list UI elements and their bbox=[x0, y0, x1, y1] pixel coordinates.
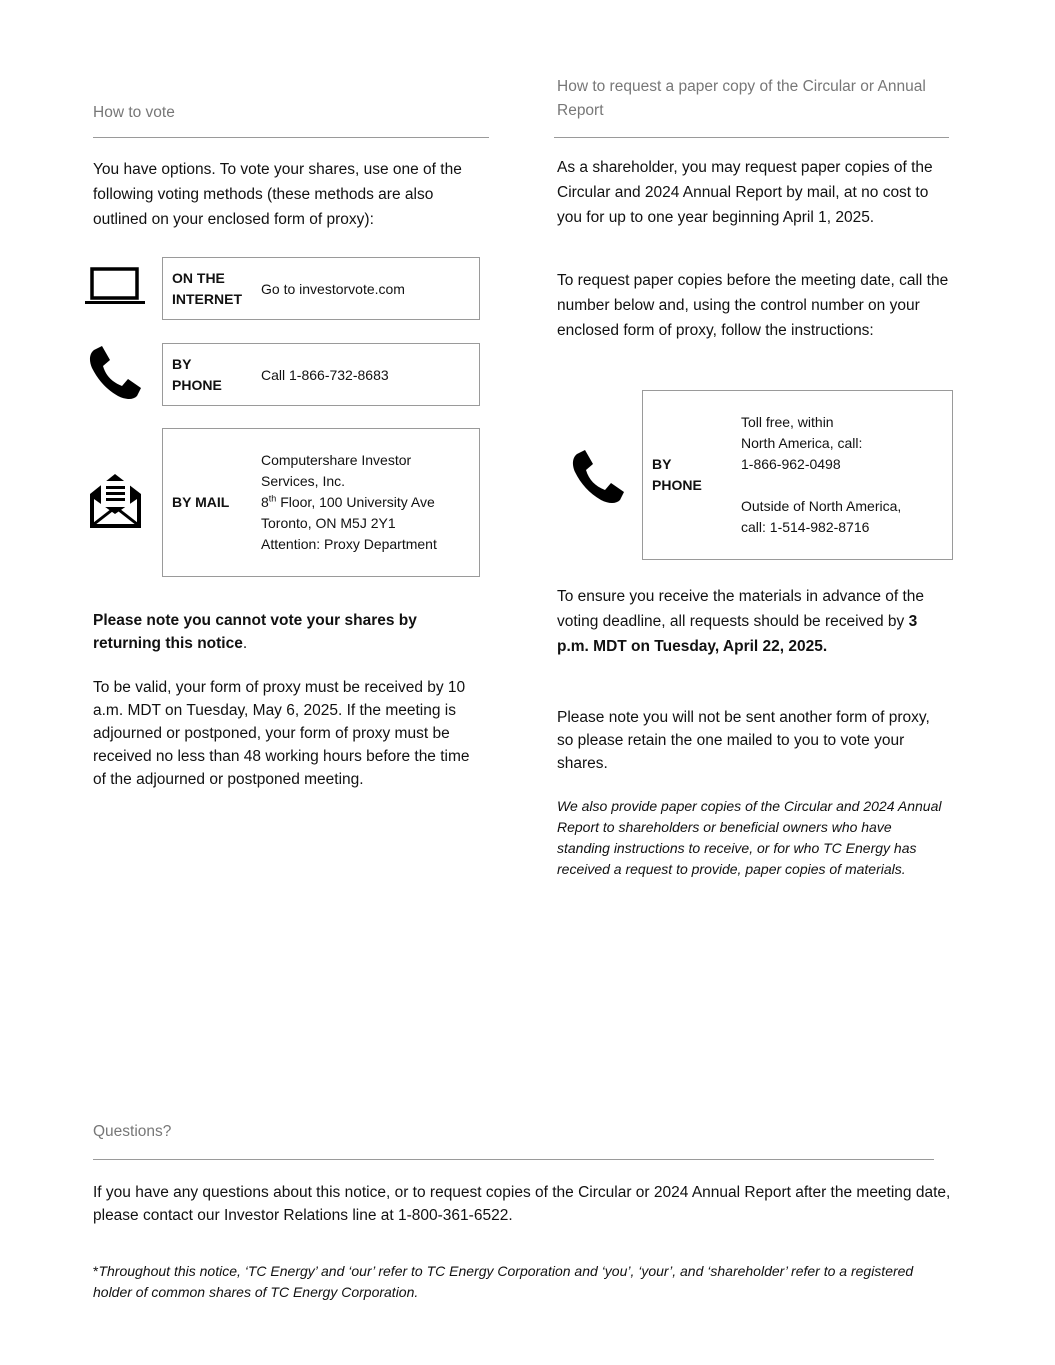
floor-number: 8 bbox=[261, 494, 269, 510]
divider bbox=[554, 137, 949, 138]
deadline-para bbox=[557, 584, 949, 659]
address-line: Attention: Proxy Department bbox=[261, 536, 437, 552]
divider bbox=[93, 137, 489, 138]
deadline-text: To ensure you receive the materials in advance of the voting deadline, all requests should be received by bbox=[557, 588, 925, 630]
questions-title: Questions? bbox=[93, 1123, 172, 1140]
note-end: . bbox=[242, 635, 248, 652]
footnote bbox=[93, 1261, 923, 1303]
envelope-icon bbox=[88, 472, 143, 530]
vote-phone-box bbox=[162, 343, 480, 406]
phone-icon bbox=[571, 450, 625, 504]
paper-copy-para2: To request paper copies before the meeting date, call the number below and, using the control number on your enclosed form of proxy, follow the instructions: bbox=[557, 272, 949, 339]
vote-phone-number: Call 1-866-732-8683 bbox=[261, 367, 389, 383]
address-line: Computershare Investor bbox=[261, 452, 412, 468]
phone-numbers bbox=[741, 412, 901, 538]
investorvote-link[interactable]: Go to investorvote.com bbox=[261, 281, 405, 297]
paper-copy-para1: As a shareholder, you may request paper copies of the Circular and 2024 Annual Report by mail, at no cost to you for up to one year beginning April 1, 2025. bbox=[557, 159, 933, 226]
method-label: ON THE INTERNET bbox=[172, 270, 242, 307]
mail-address bbox=[261, 450, 437, 555]
vote-mail-box bbox=[162, 428, 480, 577]
address-line: Services, Inc. bbox=[261, 473, 346, 489]
method-label: BY MAIL bbox=[172, 494, 230, 510]
cannot-vote-note bbox=[93, 609, 473, 655]
ordinal-suffix: th bbox=[268, 493, 277, 504]
method-label: BY PHONE bbox=[172, 356, 222, 393]
toll-free-line: Toll free, within bbox=[741, 414, 834, 430]
address-line: Toronto, ON M5J 2Y1 bbox=[261, 515, 396, 531]
deadline-date: 3 p.m. MDT on Tuesday, April 22, 2025. bbox=[557, 613, 918, 655]
standing-instructions-note: We also provide paper copies of the Circular and 2024 Annual Report to shareholders or beneficial owners who have standing instructions to receive, or for who TC Energy has received a request to provide, paper copies of materials. bbox=[557, 798, 942, 877]
how-to-vote-title: How to vote bbox=[93, 104, 175, 121]
laptop-icon bbox=[84, 267, 146, 307]
request-phone-box bbox=[642, 390, 953, 560]
vote-intro: You have options. To vote your shares, use one of the following voting methods (these methods are also outlined on your enclosed form of proxy): bbox=[93, 161, 462, 228]
method-label: BY PHONE bbox=[652, 456, 702, 493]
address-line bbox=[261, 492, 437, 513]
outside-number: call: 1-514-982-8716 bbox=[741, 519, 870, 535]
divider bbox=[93, 1159, 934, 1160]
street: Floor, 100 University Ave bbox=[276, 494, 435, 510]
toll-free-line: North America, call: bbox=[741, 435, 863, 451]
questions-text: If you have any questions about this notice, or to request copies of the Circular or 2024 Annual Report after the meeting date, please contact our Investor Relations line at 1-800-361-6522. bbox=[93, 1184, 951, 1224]
paper-copy-title: How to request a paper copy of the Circular or Annual Report bbox=[557, 78, 926, 119]
vote-internet-box bbox=[162, 257, 480, 320]
phone-icon bbox=[88, 346, 142, 400]
note-bold: Please note you cannot vote your shares by returning this notice bbox=[93, 612, 417, 652]
retain-proxy-para: Please note you will not be sent another form of proxy, so please retain the one mailed to you to vote your shares. bbox=[557, 709, 930, 772]
outside-line: Outside of North America, bbox=[741, 498, 902, 514]
footnote-star: * bbox=[93, 1263, 99, 1279]
toll-free-number: 1-866-962-0498 bbox=[741, 456, 841, 472]
footnote-text: Throughout this notice, ‘TC Energy’ and ‘our’ refer to TC Energy Corporation and ‘you’, ‘your’, and ‘shareholder’ refer to a registered holder of common shares of TC Energy Corporation. bbox=[93, 1263, 914, 1300]
proxy-validity: To be valid, your form of proxy must be received by 10 a.m. MDT on Tuesday, May 6, 2025. If the meeting is adjourned or postponed, your form of proxy must be received no less than 48 working hours before the time of the adjourned or postponed meeting. bbox=[93, 679, 470, 788]
